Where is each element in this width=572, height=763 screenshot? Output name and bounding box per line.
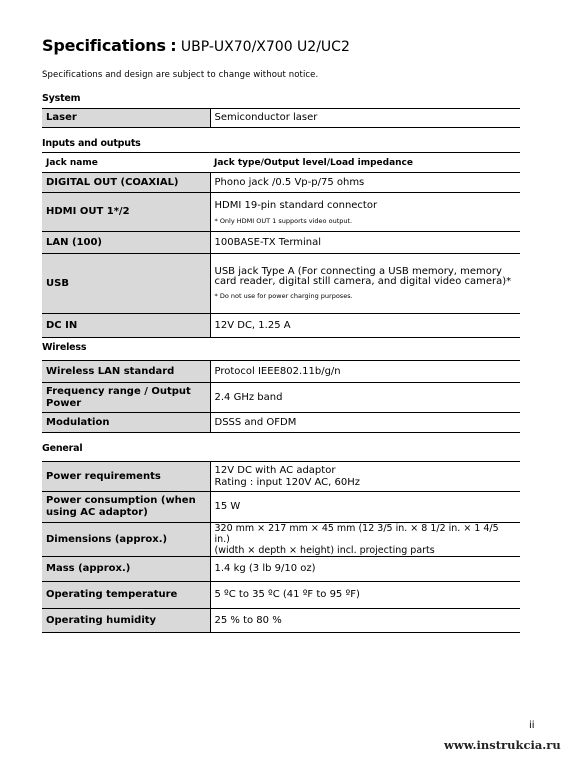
model-number: UBP-UX70/X700 U2/UC2 bbox=[180, 39, 350, 55]
table-row bbox=[42, 173, 520, 193]
page-title bbox=[42, 36, 350, 56]
table-row bbox=[42, 582, 520, 609]
row-label: Power consumption (when using AC adaptor) bbox=[42, 492, 210, 523]
row-label: DIGITAL OUT (COAXIAL) bbox=[42, 173, 210, 193]
general-table bbox=[42, 461, 520, 633]
row-value: 12V DC, 1.25 A bbox=[210, 314, 520, 338]
title-separator: : bbox=[170, 36, 177, 55]
row-value: Phono jack /0.5 Vp-p/75 ohms bbox=[210, 173, 520, 193]
table-row bbox=[42, 462, 520, 492]
row-footnote: * Do not use for power charging purposes. bbox=[214, 292, 353, 300]
row-label: HDMI OUT 1*/2 bbox=[42, 193, 210, 232]
row-value: 5 ºC to 35 ºC (41 ºF to 95 ºF) bbox=[210, 582, 520, 609]
row-value: 2.4 GHz band bbox=[210, 383, 520, 413]
watermark: www.instrukcia.ru bbox=[444, 738, 561, 752]
row-value: USB jack Type A (For connecting a USB memory, memory card reader, digital still camera, and digital video camera)* bbox=[214, 266, 512, 287]
row-value: 25 % to 80 % bbox=[210, 609, 520, 633]
change-notice: Specifications and design are subject to change without notice. bbox=[42, 70, 319, 80]
row-label: Dimensions (approx.) bbox=[42, 523, 210, 557]
row-label: Power requirements bbox=[42, 462, 210, 492]
row-value: 12V DC with AC adaptor bbox=[214, 464, 336, 476]
table-header-row bbox=[42, 153, 520, 173]
row-label: Modulation bbox=[42, 413, 210, 433]
row-value-secondary: (width × depth × height) incl. projecting parts bbox=[214, 545, 435, 556]
page-number: ii bbox=[529, 720, 535, 731]
table-row bbox=[42, 413, 520, 433]
section-title-system: System bbox=[42, 93, 81, 104]
row-value: Protocol IEEE802.11b/g/n bbox=[210, 361, 520, 383]
table-row bbox=[42, 361, 520, 383]
row-value: 1.4 kg (3 lb 9/10 oz) bbox=[210, 557, 520, 582]
wireless-table bbox=[42, 360, 520, 433]
row-label: Operating temperature bbox=[42, 582, 210, 609]
table-row bbox=[42, 557, 520, 582]
row-label: Laser bbox=[42, 109, 210, 128]
system-table bbox=[42, 108, 520, 128]
row-value-cell bbox=[210, 254, 520, 314]
row-value-cell bbox=[210, 193, 520, 232]
row-value-cell bbox=[210, 523, 520, 557]
title-text: Specifications bbox=[42, 36, 166, 55]
row-value: 100BASE-TX Terminal bbox=[210, 232, 520, 254]
table-row bbox=[42, 492, 520, 523]
table-row bbox=[42, 523, 520, 557]
table-row bbox=[42, 314, 520, 338]
io-table bbox=[42, 152, 520, 338]
row-label: LAN (100) bbox=[42, 232, 210, 254]
row-footnote: * Only HDMI OUT 1 supports video output. bbox=[214, 216, 353, 225]
row-value: 15 W bbox=[210, 492, 520, 523]
row-label: Frequency range / Output Power bbox=[42, 383, 210, 413]
table-row bbox=[42, 383, 520, 413]
row-value: HDMI 19-pin standard connector bbox=[214, 199, 378, 211]
row-label: Mass (approx.) bbox=[42, 557, 210, 582]
section-title-general: General bbox=[42, 443, 83, 454]
row-value-cell bbox=[210, 462, 520, 492]
table-row bbox=[42, 609, 520, 633]
row-label: Wireless LAN standard bbox=[42, 361, 210, 383]
row-label: USB bbox=[42, 254, 210, 314]
row-value: 320 mm × 217 mm × 45 mm (12 3/5 in. × 8 1/2 in. × 1 4/5 in.) bbox=[214, 523, 499, 545]
table-row bbox=[42, 193, 520, 232]
table-row bbox=[42, 254, 520, 314]
row-value: DSSS and OFDM bbox=[210, 413, 520, 433]
column-header-jack-name: Jack name bbox=[42, 153, 210, 173]
table-row bbox=[42, 232, 520, 254]
section-title-io: Inputs and outputs bbox=[42, 138, 141, 149]
table-row bbox=[42, 109, 520, 128]
row-value-secondary: Rating : input 120V AC, 60Hz bbox=[214, 476, 360, 488]
row-value: Semiconductor laser bbox=[210, 109, 520, 128]
row-label: DC IN bbox=[42, 314, 210, 338]
row-label: Operating humidity bbox=[42, 609, 210, 633]
column-header-jack-type: Jack type/Output level/Load impedance bbox=[210, 153, 520, 173]
section-title-wireless: Wireless bbox=[42, 342, 87, 353]
